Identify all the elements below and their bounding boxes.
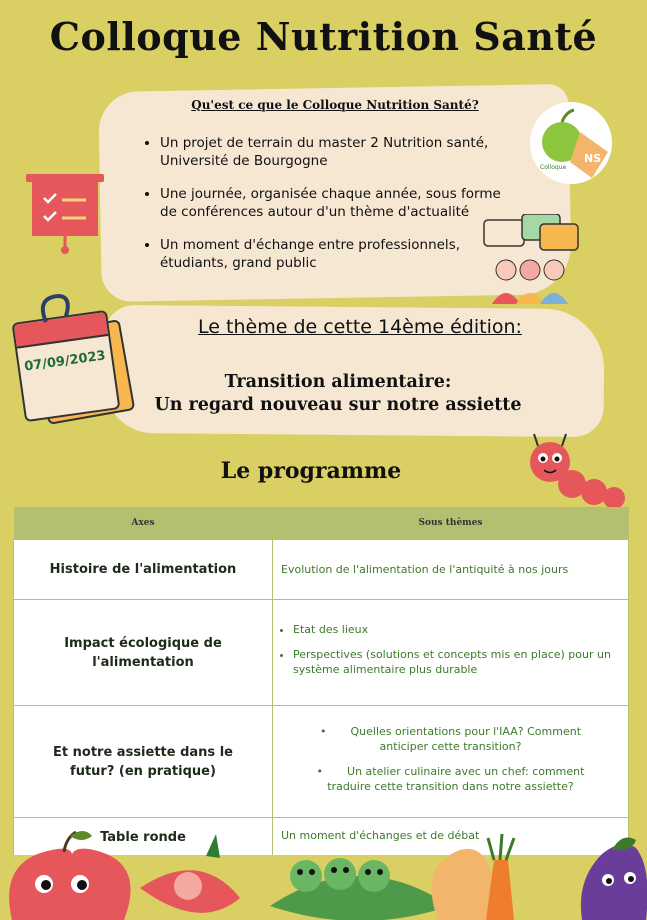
logo-caption: Colloque bbox=[540, 164, 567, 171]
tomato-slice-icon bbox=[140, 834, 240, 913]
subtheme-item: • Etat des lieux bbox=[293, 622, 620, 637]
table-header-row bbox=[14, 507, 629, 540]
column-header-axes: Axes bbox=[14, 507, 273, 540]
table-row bbox=[14, 540, 629, 600]
apple-icon bbox=[9, 831, 130, 920]
peas-icon bbox=[270, 858, 450, 920]
eggplant-icon bbox=[581, 838, 647, 920]
table-row bbox=[14, 706, 629, 818]
intro-item: • Une journée, organisée chaque année, sous forme de conférences autour d'un thème d'actualité bbox=[160, 185, 510, 221]
intro-heading: Qu'est ce que le Colloque Nutrition Santé? bbox=[191, 98, 479, 112]
axe-label: Impact écologique de l'alimentation bbox=[64, 635, 222, 670]
program-table bbox=[13, 507, 629, 856]
subtheme-item: • Perspectives (solutions et concepts mis en place) pour un système alimentaire plus durable bbox=[293, 647, 620, 677]
page-title: Colloque Nutrition Santé bbox=[49, 14, 598, 59]
subtheme-item: • Un atelier culinaire avec un chef: comment traduire cette transition dans notre assiette? bbox=[295, 764, 606, 794]
subtheme-cell: Evolution de l'alimentation de l'antiquité à nos jours bbox=[273, 540, 629, 600]
intro-item: • Un projet de terrain du master 2 Nutrition santé, Université de Bourgogne bbox=[160, 134, 510, 170]
presentation-board-icon bbox=[24, 172, 106, 256]
column-header-subthemes: Sous thèmes bbox=[273, 507, 629, 540]
caterpillar-icon bbox=[528, 432, 628, 512]
theme-title bbox=[120, 371, 556, 417]
subtheme-cell bbox=[273, 600, 629, 706]
calendar-icon bbox=[10, 290, 130, 430]
table-row bbox=[14, 600, 629, 706]
subtheme-item: • Quelles orientations pour l'IAA? Comment anticiper cette transition? bbox=[295, 724, 606, 754]
axe-cell: Et notre assiette dans le futur? (en pratique) bbox=[14, 706, 273, 818]
calendar-ring-icon bbox=[34, 292, 74, 332]
theme-title-line1: Transition alimentaire: bbox=[224, 372, 452, 392]
subtheme-cell: Un moment d'échanges et de débat bbox=[273, 818, 629, 856]
axe-cell: Histoire de l'alimentation bbox=[14, 540, 273, 600]
subtheme-cell bbox=[273, 706, 629, 818]
food-illustrations bbox=[0, 826, 647, 920]
people-chat-icon bbox=[482, 214, 582, 306]
theme-heading: Le thème de cette 14ème édition: bbox=[198, 316, 522, 338]
intro-list bbox=[140, 134, 510, 287]
apple-logo-icon bbox=[530, 102, 612, 184]
axe-cell bbox=[14, 600, 273, 706]
axe-cell: Table ronde bbox=[14, 818, 273, 856]
calendar-date: 07/09/2023 bbox=[23, 348, 107, 375]
intro-item: • Un moment d'échange entre professionnels, étudiants, grand public bbox=[160, 236, 510, 272]
theme-title-line2: Un regard nouveau sur notre assiette bbox=[154, 395, 522, 415]
colloque-logo bbox=[530, 102, 612, 184]
logo-letters: NS bbox=[584, 152, 602, 165]
program-heading: Le programme bbox=[220, 458, 402, 484]
